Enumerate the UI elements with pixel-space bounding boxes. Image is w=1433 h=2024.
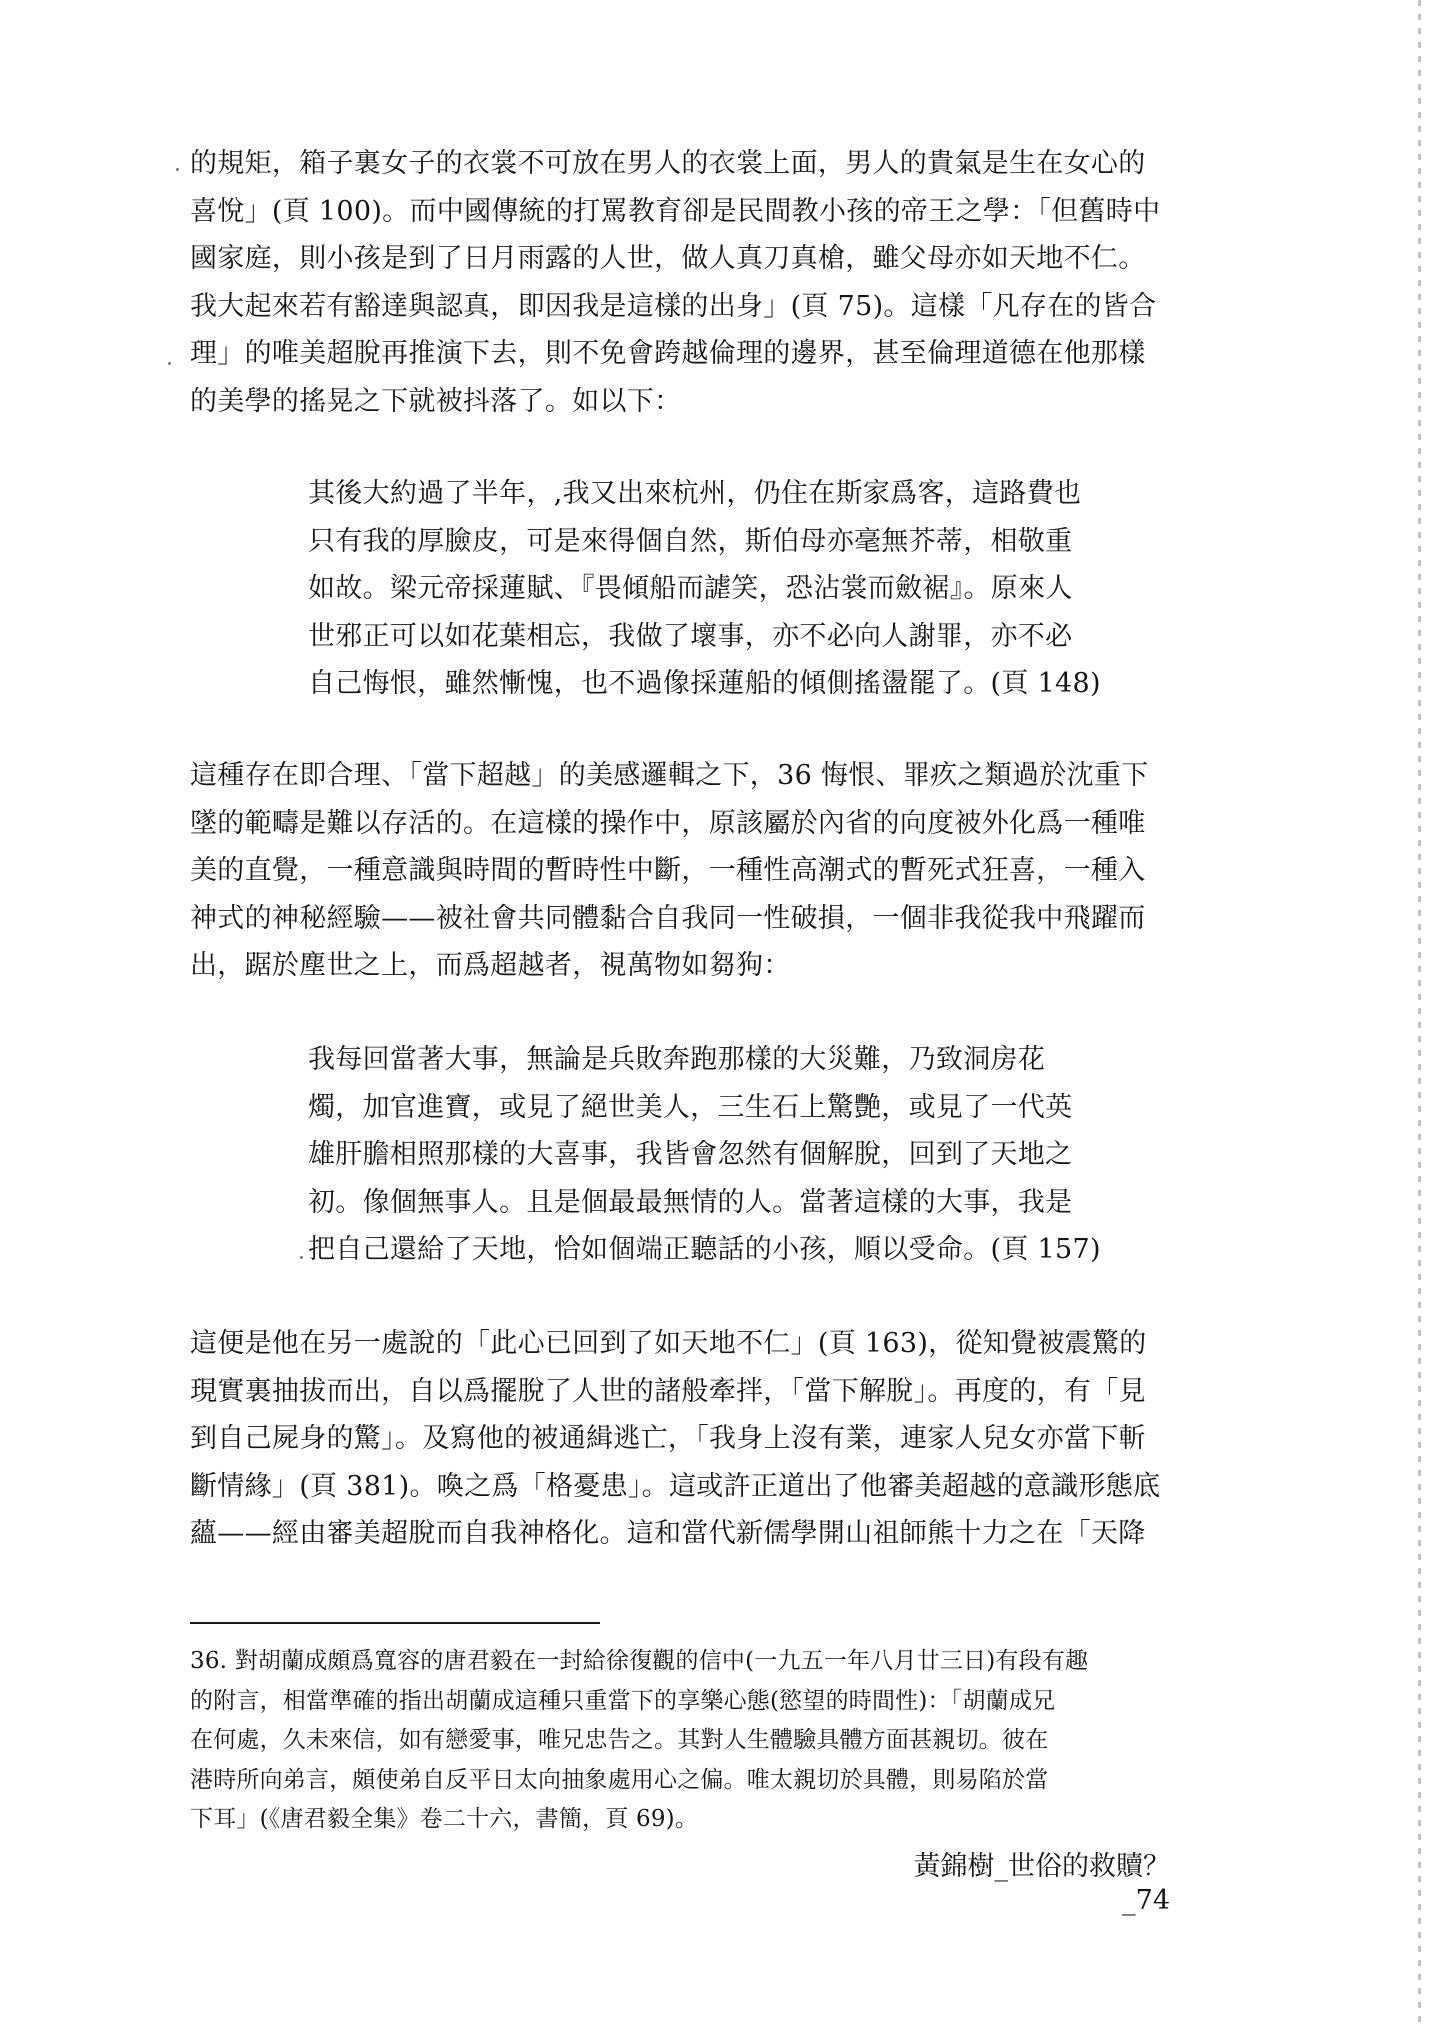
body-paragraph-3: 這便是他在另一處說的「此心已回到了如天地不仁」(頁 163)，從知覺被震驚的 現實裏抽拔而出，自以爲擺脫了人世的諸般牽拌，「當下解脫」。再度的，有「見 到自己屍身的驚」。及寫他的被通緝逃亡，「我身上沒有業，連家人兒女亦當下斬 斷情緣」(頁 381)。喚之爲「格憂患」。這或許正道出了他審美超越的意識形態底 蘊——經由審美超脫而自我神格化。這和當代新儒學開山祖師熊十力之在「天降 xyxy=(190,1328,1161,1549)
block-quote-1: 其後大約過了半年，,我又出來杭州，仍住在斯家爲客，這路費也 只有我的厚臉皮，可是來得個自然，斯伯母亦毫無芥蒂，相敬重 如故。梁元帝採蓮賦、『畏傾船而謔笑，恐沾裳而斂裾』。原來人 世邪正可以如花葉相忘，我做了壞事，亦不必向人謝罪，亦不必 自己悔恨，雖然慚愧，也不過像採蓮船的傾側搖盪罷了。(頁 148) xyxy=(308,478,1101,699)
scan-speck xyxy=(300,1256,303,1259)
footnote-36: 36. 對胡蘭成頗爲寬容的唐君毅在一封給徐復觀的信中(一九五一年八月廿三日)有段有趣 的附言，相當準確的指出胡蘭成這種只重當下的享樂心態(慾望的時間性)：「胡蘭成兄 在何處，久未來信，如有戀愛事，唯兄忠告之。其對人生體驗具體方面甚親切。彼在 港時所向弟言，頗使弟自反平日太向抽象處用心之偏。唯太親切於具體，則易陷於當 下耳」(《唐君毅全集》卷二十六，書簡，頁 69)。 xyxy=(190,1648,1089,1832)
scan-speck xyxy=(176,168,179,171)
running-footer: 黃錦樹_世俗的救贖？_74 xyxy=(913,1851,1170,1916)
scan-edge-shadow xyxy=(1418,0,1421,2024)
block-quote-2: 我每回當著大事，無論是兵敗奔跑那樣的大災難，乃致洞房花 燭，加官進寶，或見了絕世美人，三生石上驚艷，或見了一代英 雄肝膽相照那樣的大喜事，我皆會忽然有個解脫，回到了天地之 初。像個無事人。且是個最最無情的人。當著這樣的大事，我是 把自己還給了天地，恰如個端正聽話的小孩，順以受命。(頁 157) xyxy=(308,1044,1101,1265)
scan-speck xyxy=(168,362,171,365)
body-paragraph-2: 這種存在即合理、「當下超越」的美感邏輯之下，36 悔恨、罪疚之類過於沈重下 墜的範疇是難以存活的。在這樣的操作中，原該屬於內省的向度被外化爲一種唯 美的直覺，一種意識與時間的暫時性中斷，一種性高潮式的暫死式狂喜，一種入 神式的神秘經驗——被社會共同體黏合自我同一性破損，一個非我從我中飛躍而 出，踞於塵世之上，而爲超越者，視萬物如芻狗： xyxy=(190,760,1149,981)
footnote-separator xyxy=(190,1622,600,1624)
body-paragraph-1: 的規矩，箱子裏女子的衣裳不可放在男人的衣裳上面，男人的貴氣是生在女心的 喜悅」(頁 100)。而中國傳統的打罵教育卻是民間教小孩的帝王之學：「但舊時中 國家庭，則小孩是到了日月雨露的人世，做人真刀真槍，雖父母亦如天地不仁。 我大起來若有豁達與認真，即因我是這樣的出身」(頁 75)。這樣「凡存在的皆合 理」的唯美超脫再推演下去，則不免會跨越倫理的邊界，甚至倫理道德在他那樣 的美學的搖晃之下就被抖落了。如以下： xyxy=(190,148,1161,417)
